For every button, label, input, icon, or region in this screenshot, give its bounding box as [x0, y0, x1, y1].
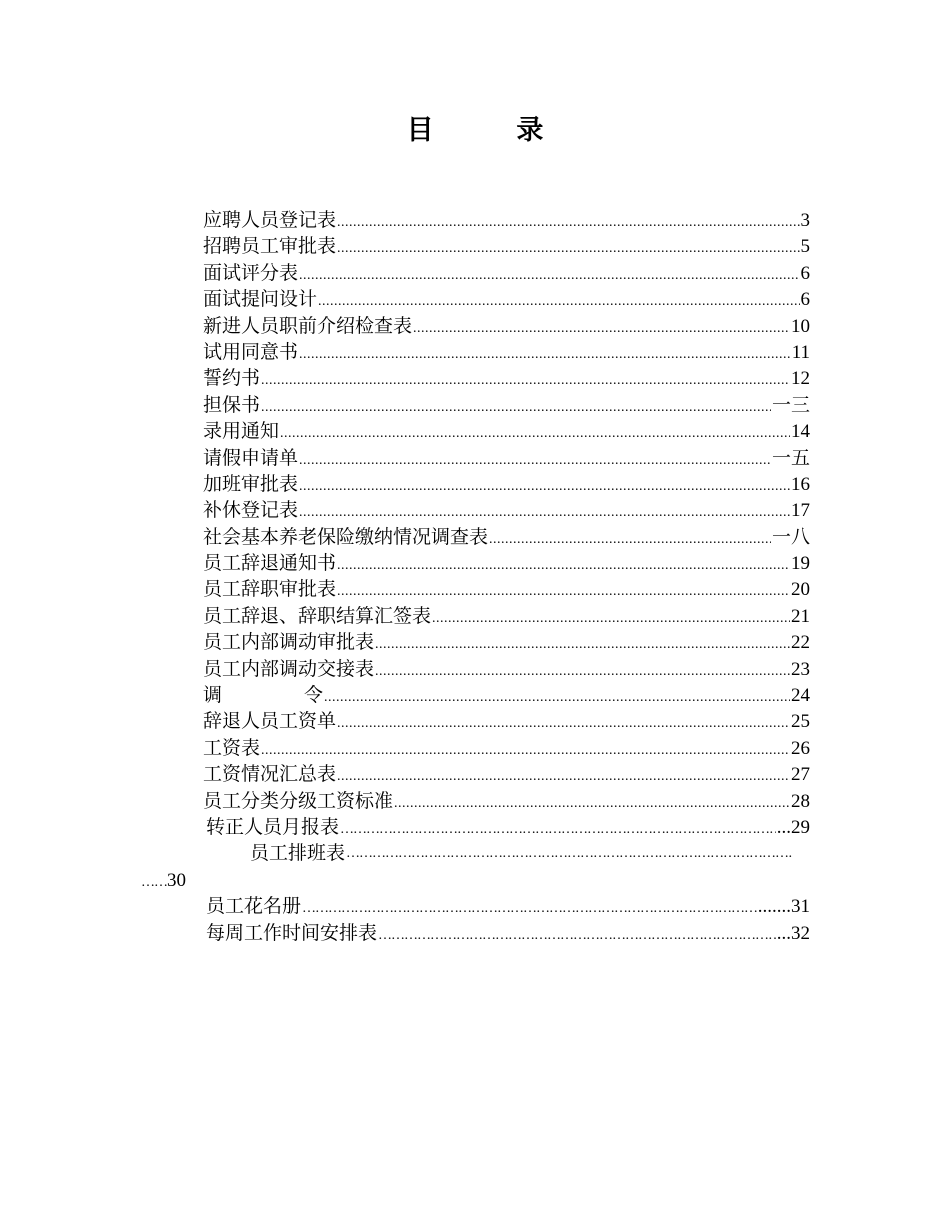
toc-entry-page: 一五	[771, 447, 810, 469]
toc-entry-label: 加班审批表	[203, 473, 299, 495]
toc-entry-label: 招聘员工审批表	[203, 236, 337, 258]
toc-entry-label: 员工内部调动交接表	[203, 658, 375, 680]
toc-leader	[337, 236, 799, 260]
toc-entry[interactable]	[203, 419, 810, 445]
toc-leader	[299, 448, 771, 472]
toc-entry[interactable]	[203, 393, 810, 419]
toc-entry-label: 员工花名册	[206, 896, 302, 918]
toc-entry[interactable]	[203, 577, 810, 603]
toc-entry[interactable]	[203, 340, 810, 366]
toc-leader	[280, 421, 790, 445]
toc-leader	[261, 395, 771, 419]
toc-entry-label: 每周工作时间安排表	[206, 922, 378, 944]
toc-entry-label: 转正人员月报表	[206, 816, 340, 838]
toc-entry[interactable]	[203, 234, 810, 260]
table-of-contents	[141, 208, 810, 947]
toc-entry[interactable]	[203, 709, 810, 735]
toc-entry-page: 一三	[771, 394, 810, 416]
toc-entry-label: 工资表	[203, 737, 261, 759]
toc-leader	[432, 606, 790, 630]
toc-entry-label: 员工辞退、辞职结算汇签表	[203, 605, 432, 627]
toc-entry[interactable]	[203, 446, 810, 472]
toc-leader	[299, 500, 790, 524]
toc-entry-label: 应聘人员登记表	[203, 210, 337, 231]
toc-leader	[378, 923, 776, 947]
page-title: 目 录	[406, 115, 582, 145]
toc-entry-page: 28	[791, 790, 810, 812]
toc-entry[interactable]	[203, 525, 810, 551]
toc-entry-page: 一八	[771, 526, 810, 548]
toc-entry-label: 请假申请单	[203, 447, 299, 469]
toc-entry-second-line	[141, 868, 186, 896]
toc-entry[interactable]	[203, 208, 810, 234]
toc-entry[interactable]	[203, 894, 810, 920]
toc-leader	[413, 316, 790, 340]
toc-entry-page: 12	[791, 368, 810, 390]
toc-entry-label: 员工内部调动审批表	[203, 632, 375, 654]
toc-entry-page: .......31	[757, 896, 810, 918]
toc-entry-page: 10	[791, 315, 810, 337]
toc-entry[interactable]	[203, 604, 810, 630]
toc-entry[interactable]	[203, 657, 810, 683]
toc-entry-label: 试用同意书	[203, 341, 299, 363]
toc-entry-page: 19	[791, 553, 810, 575]
toc-entry[interactable]	[203, 551, 810, 577]
toc-leader	[394, 791, 790, 815]
toc-entry-label: 工资情况汇总表	[203, 764, 337, 786]
toc-leader	[375, 632, 790, 656]
toc-entry-page: 30	[167, 869, 186, 891]
toc-leader	[299, 474, 790, 498]
toc-entry[interactable]	[203, 287, 810, 313]
toc-entry-label: 誓约书	[203, 368, 261, 390]
toc-entry-page: 5	[800, 236, 810, 258]
toc-entry-label: 员工排班表	[250, 843, 346, 865]
toc-entry-label: 员工辞职审批表	[203, 579, 337, 601]
toc-entry[interactable]	[203, 762, 810, 788]
toc-entry-page: 6	[800, 289, 810, 311]
toc-entry[interactable]	[141, 841, 810, 894]
toc-entry-label: 员工分类分级工资标准	[203, 790, 394, 812]
toc-entry[interactable]	[203, 736, 810, 762]
toc-entry-page: 3	[800, 210, 810, 231]
toc-entry[interactable]	[203, 498, 810, 524]
toc-entry-first-line	[250, 841, 795, 867]
toc-entry-page: 23	[791, 658, 810, 680]
toc-entry-label: 补休登记表	[203, 500, 299, 522]
toc-leader	[299, 342, 791, 366]
toc-leader	[299, 263, 799, 287]
toc-leader	[318, 289, 799, 313]
toc-entry-page: 25	[791, 711, 810, 733]
toc-entry-label: 新进人员职前介绍检查表	[203, 315, 413, 337]
toc-entry[interactable]	[203, 366, 810, 392]
toc-leader	[340, 817, 776, 841]
toc-entry-page: 6	[800, 262, 810, 284]
toc-leader	[337, 210, 799, 234]
toc-leader	[337, 764, 790, 788]
toc-entry-page: ...32	[776, 922, 810, 944]
toc-entry-page: 27	[791, 764, 810, 786]
toc-leader	[489, 527, 771, 551]
toc-entry-label: 面试提问设计	[203, 289, 318, 311]
toc-entry[interactable]	[203, 472, 810, 498]
toc-entry[interactable]	[203, 789, 810, 815]
toc-entry-page: ...29	[776, 816, 810, 838]
toc-entry[interactable]	[203, 261, 810, 287]
toc-entry-label: 录用通知	[203, 421, 280, 443]
toc-leader	[324, 685, 790, 709]
toc-entry[interactable]	[203, 630, 810, 656]
toc-entry-label: 面试评分表	[203, 262, 299, 284]
toc-entry-page: 16	[791, 473, 810, 495]
toc-leader	[337, 579, 790, 603]
toc-leader	[337, 711, 790, 735]
toc-entry[interactable]	[203, 683, 810, 709]
toc-entry-page: 14	[791, 421, 810, 443]
toc-leader	[261, 368, 790, 392]
toc-leader-continuation: ……	[141, 874, 167, 890]
toc-entry-label: 担保书	[203, 394, 261, 416]
toc-entry-label: 社会基本养老保险缴纳情况调查表	[203, 526, 489, 548]
toc-entry[interactable]	[203, 314, 810, 340]
toc-leader	[261, 738, 790, 762]
toc-entry-page: 22	[791, 632, 810, 654]
toc-entry-page: 11	[791, 341, 810, 363]
toc-entry-label: 员工辞退通知书	[203, 553, 337, 575]
toc-leader	[337, 553, 790, 577]
toc-leader	[302, 896, 757, 920]
toc-entry[interactable]	[203, 815, 810, 841]
toc-entry-page: 26	[791, 737, 810, 759]
toc-entry-page: 17	[791, 500, 810, 522]
toc-entry-page: 24	[791, 685, 810, 707]
toc-entry-page: 20	[791, 579, 810, 601]
toc-leader	[375, 659, 790, 683]
toc-entry-page: 21	[791, 605, 810, 627]
toc-entry-label: 辞退人员工资单	[203, 711, 337, 733]
toc-entry[interactable]	[203, 921, 810, 947]
toc-entry-label: 调 令	[203, 685, 323, 707]
toc-leader	[346, 841, 794, 867]
